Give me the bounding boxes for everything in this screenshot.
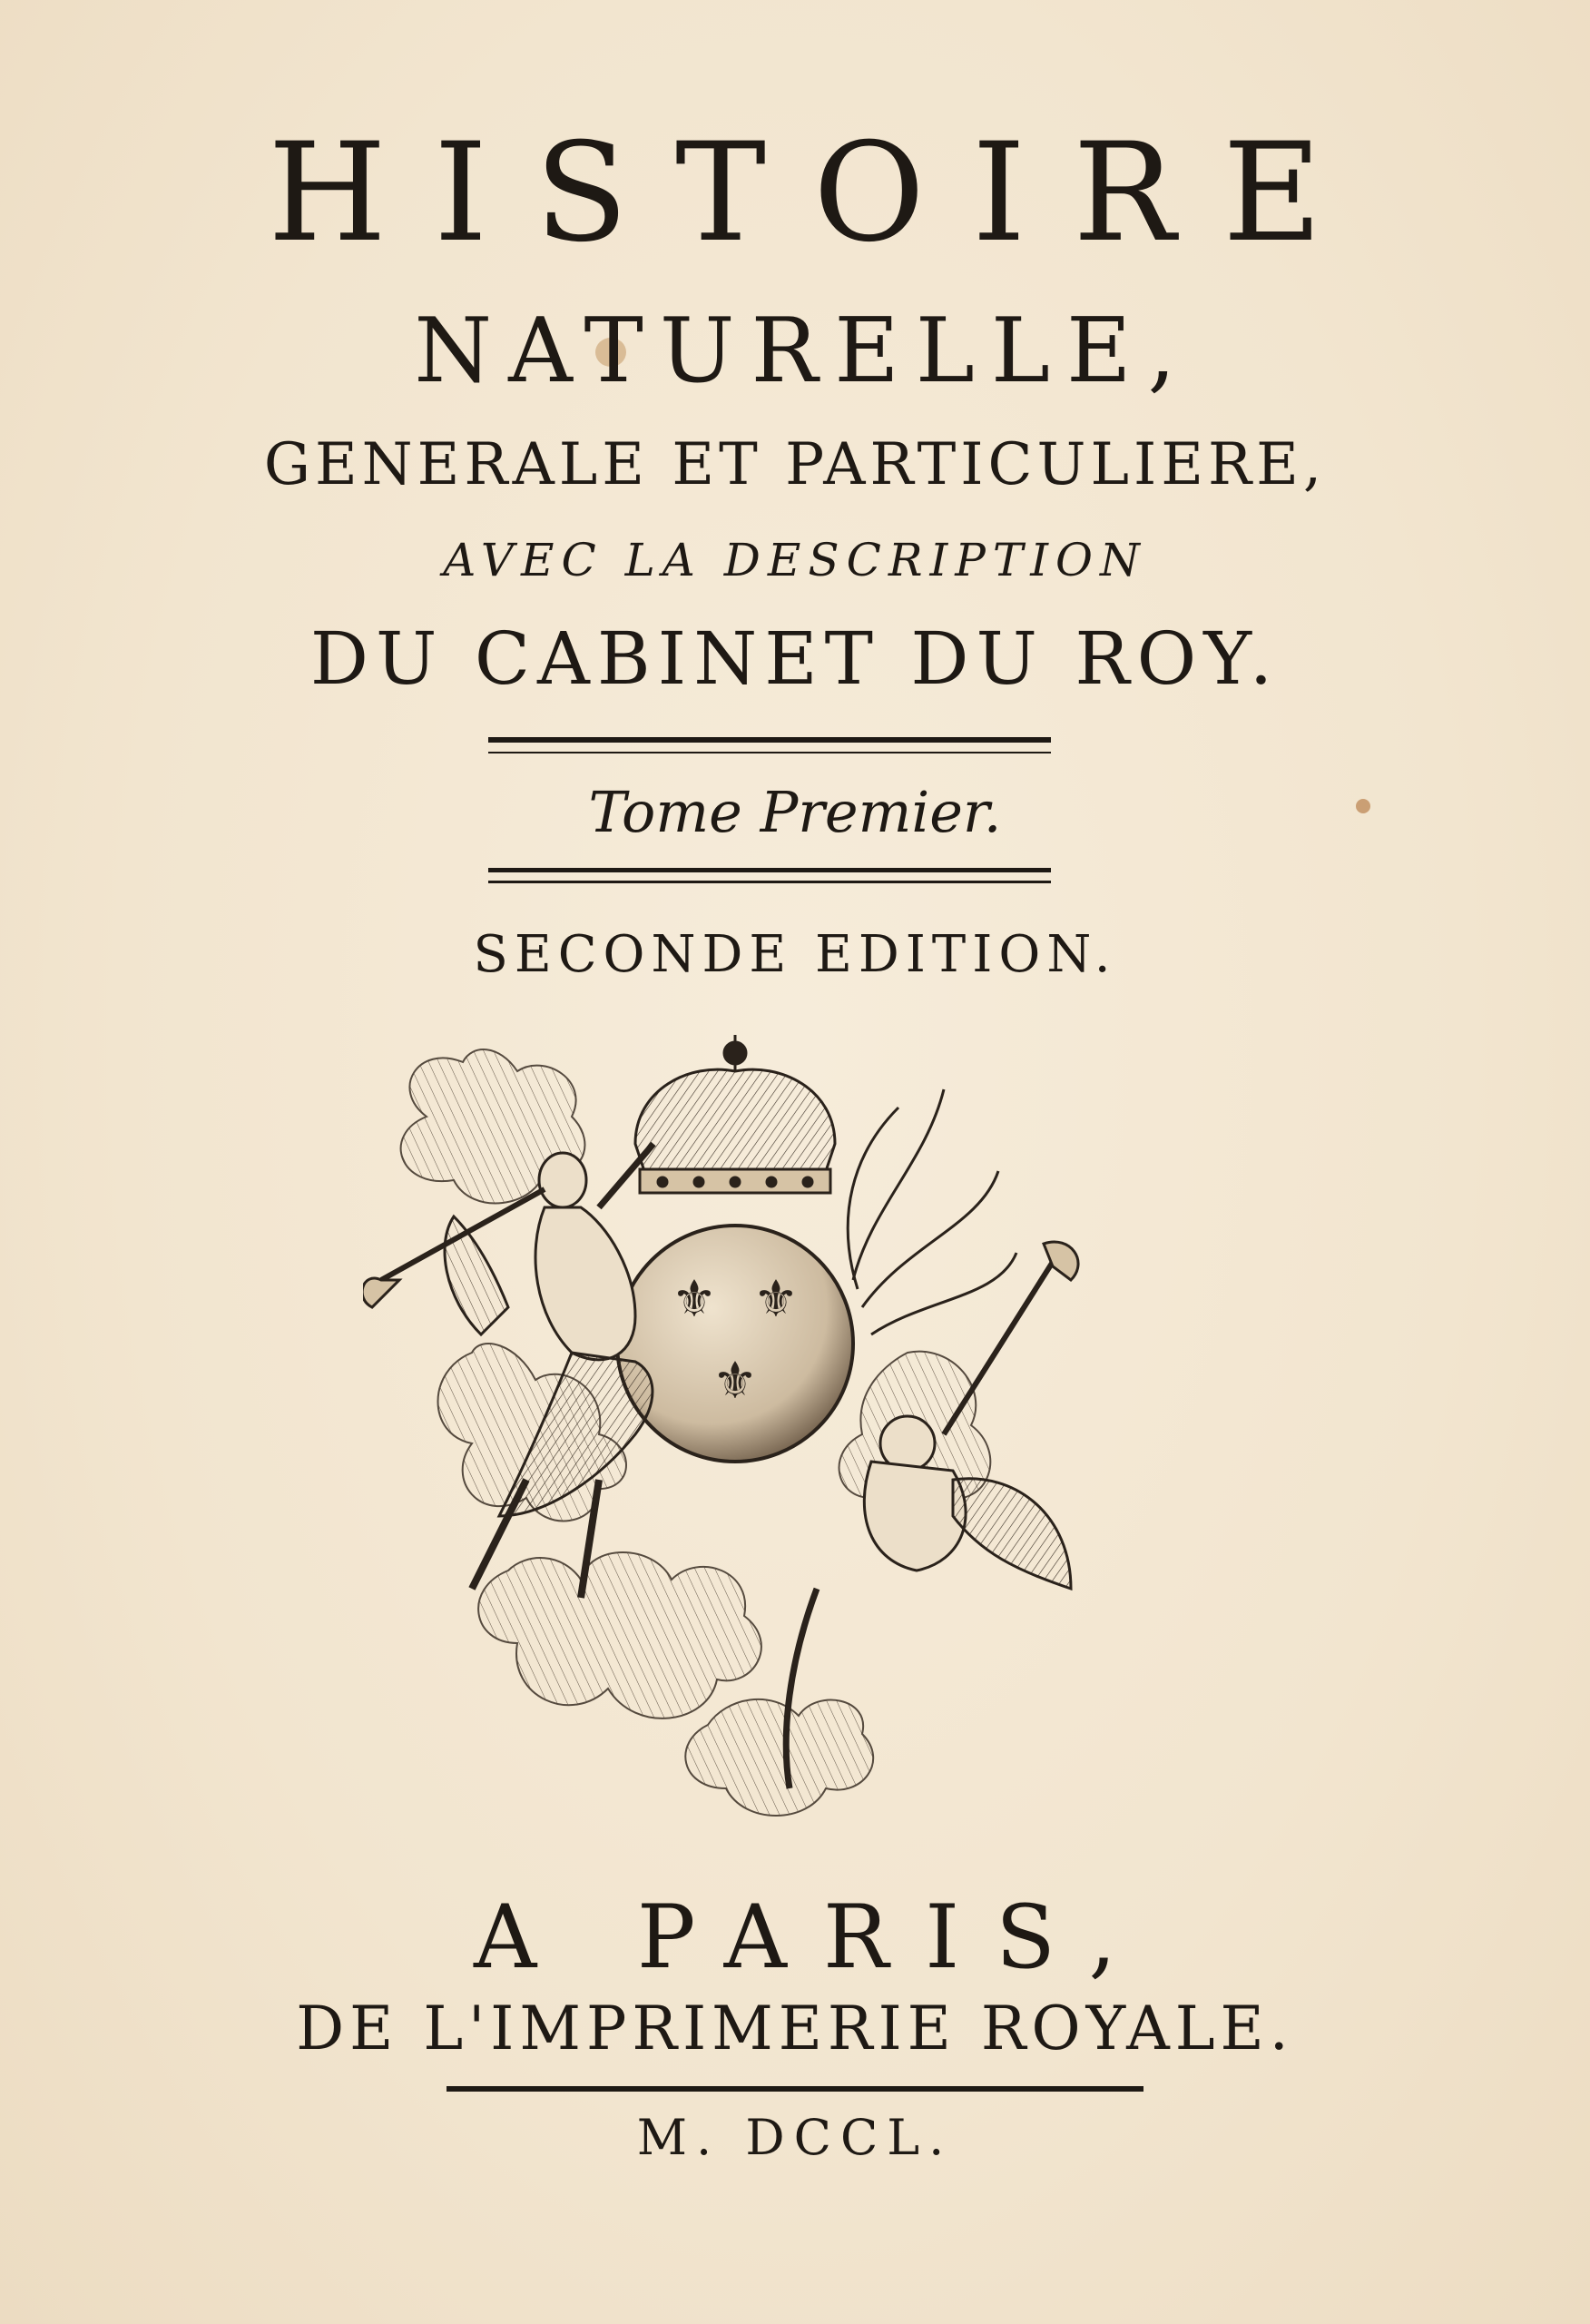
title-cabinet-du-roy: DU CABINET DU ROY. bbox=[309, 616, 1281, 701]
svg-text:⚜: ⚜ bbox=[712, 1352, 759, 1411]
svg-text:⚜: ⚜ bbox=[752, 1270, 800, 1329]
imprint-printer: DE L'IMPRIMERIE ROYALE. bbox=[296, 1994, 1294, 2063]
svg-text:⚜: ⚜ bbox=[671, 1270, 718, 1329]
imprint-city: A PARIS, bbox=[473, 1886, 1153, 1988]
royal-arms-engraving-icon bbox=[363, 1008, 1180, 1870]
double-rule-bottom-thick bbox=[488, 868, 1051, 872]
title-avec-la-description: AVEC LA DESCRIPTION bbox=[443, 534, 1147, 586]
double-rule-top-thin bbox=[488, 752, 1051, 753]
imprint-date: M. DCCL. bbox=[636, 2109, 954, 2166]
title-generale: GENERALE ET PARTICULIERE, bbox=[263, 431, 1327, 498]
volume-label: Tome Premier. bbox=[588, 779, 1002, 845]
crown-icon bbox=[635, 1035, 835, 1193]
double-rule-bottom-thin bbox=[488, 881, 1051, 883]
title-naturelle: NATURELLE, bbox=[414, 300, 1192, 403]
imprint-rule bbox=[447, 2086, 1143, 2092]
double-rule-top-thick bbox=[488, 737, 1051, 743]
title-histoire: HISTOIRE bbox=[268, 114, 1369, 272]
edition-label: SECONDE EDITION. bbox=[473, 925, 1117, 984]
palm-frond-icon bbox=[848, 1089, 1016, 1334]
